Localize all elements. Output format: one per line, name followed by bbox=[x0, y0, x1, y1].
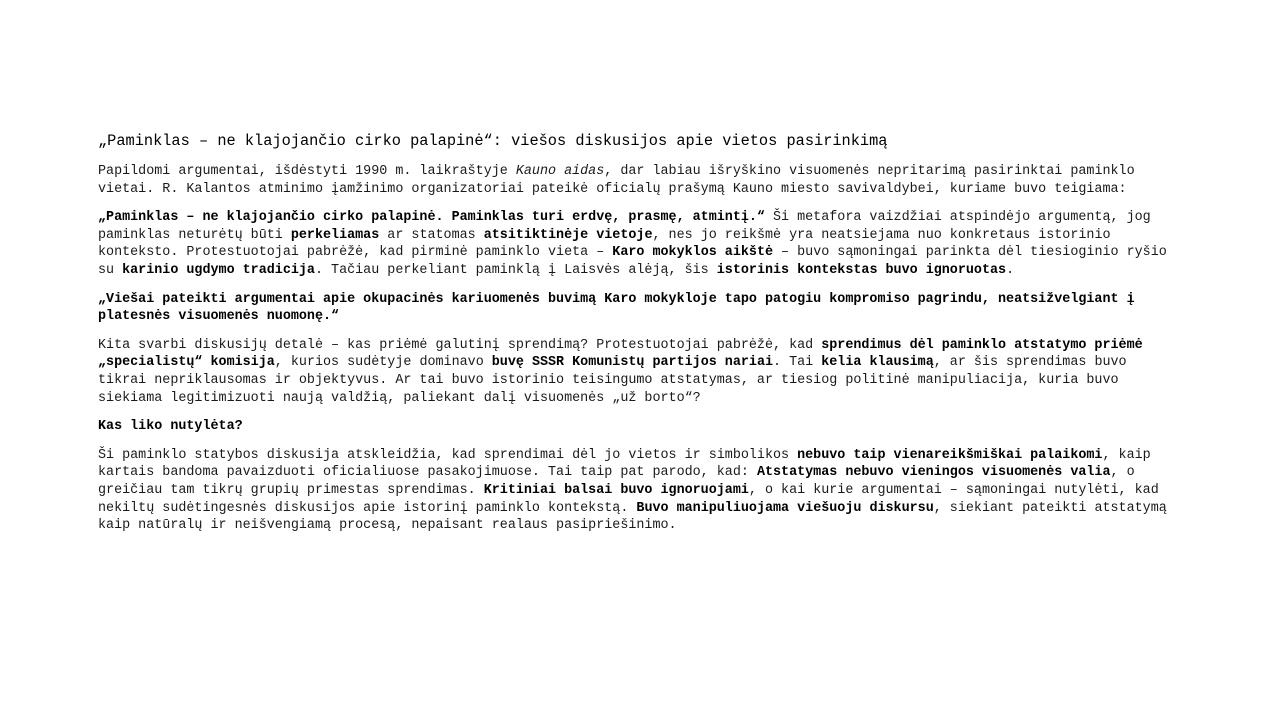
bold-run: karinio ugdymo tradicija bbox=[122, 262, 315, 278]
text-run: , kaip kartais bandoma pavaizduoti oficialiuose pasakojimuose. Tai taip pat parodo, kad: bbox=[98, 447, 1151, 481]
bold-run: sprendimus dėl paminklo atstatymo priėmė „specialistų“ komisija bbox=[98, 337, 1143, 371]
paragraph-intro bbox=[98, 163, 1180, 198]
bold-run: Atstatymas nebuvo vieningos visuomenės valia bbox=[756, 465, 1111, 481]
newspaper-name: Kauno aidas bbox=[515, 164, 605, 179]
paragraph-quote-metaphor bbox=[98, 209, 1180, 279]
quote-bold: „Viešai pateikti argumentai apie okupacinės kariuomenės buvimą Karo mokykloje tapo patogiu kompromiso pagrindu, neatsižvelgiant į platesnės visuomenės nuomonę.“ bbox=[98, 291, 1135, 325]
bold-run: atsitiktinėje vietoje bbox=[483, 227, 653, 243]
text-run: , kurios sudėtyje dominavo bbox=[274, 355, 492, 371]
text-run: – buvo sąmoningai parinkta dėl tiesioginio ryšio su bbox=[98, 245, 1167, 278]
text-run: ar statomas bbox=[379, 227, 484, 243]
paragraph-quote-compromise bbox=[98, 291, 1180, 326]
text-run: , dar labiau išryškino visuomenės nepritarimą pasirinktai paminklo vietai. R. Kalantos atminimo įamžinimo organizatoriai pateikė oficialų prašymą Kauno miesto savivaldybei, kuriame buvo teigiama: bbox=[98, 164, 1135, 197]
text-run: . Tai bbox=[773, 355, 822, 371]
text-run: , ar šis sprendimas buvo tikrai nepriklausomas ir objektyvus. Ar tai buvo istorinio teisingumo atstatymas, ar tiesiog politinė manipuliacija, kuria buvo siekiama legitimizuoti naują valdžią, paliekant dalį visuomenės „už borto“? bbox=[98, 355, 1127, 406]
text-run: Papildomi argumentai, išdėstyti 1990 m. laikraštyje bbox=[98, 164, 516, 179]
text-run: , nes jo reikšmė yra neatsiejama nuo konkretaus istorinio konteksto. Protestuotojai pabrėžė, kad pirminė paminklo vieta – bbox=[98, 227, 1111, 261]
text-run: , o greičiau tam tikrų grupių primestas sprendimas. bbox=[98, 465, 1135, 498]
document-title: „Paminklas – ne klajojančio cirko palapinė“: viešos diskusijos apie vietos pasirinkimą bbox=[98, 132, 888, 150]
section-heading bbox=[98, 418, 1180, 436]
text-run: Ši paminklo statybos diskusija atskleidžia, kad sprendimai dėl jo vietos ir simbolikos bbox=[98, 447, 798, 463]
quote-bold: „Paminklas – ne klajojančio cirko palapinė. Paminklas turi erdvę, prasmę, atmintį.“ bbox=[98, 210, 765, 226]
bold-run: buvę SSSR Komunistų partijos nariai bbox=[491, 355, 774, 371]
text-run: . bbox=[1006, 262, 1015, 278]
bold-run: Buvo manipuliuojama viešuoju diskursu bbox=[636, 500, 934, 516]
bold-run: Kritiniai balsai buvo ignoruojami bbox=[483, 482, 749, 498]
heading-bold: Kas liko nutylėta? bbox=[98, 419, 243, 435]
text-run: , o kai kurie argumentai – sąmoningai nutylėti, kad nekiltų sudėtingesnės diskusijos apie istorinį paminklo kontekstą. bbox=[98, 482, 1159, 516]
bold-run: Karo mokyklos aikštė bbox=[612, 245, 774, 261]
text-run: Kita svarbi diskusijų detalė – kas priėmė galutinį sprendimą? Protestuotojai pabrėžė, kad bbox=[98, 337, 822, 353]
document bbox=[98, 131, 1180, 546]
bold-run: kelia klausimą bbox=[821, 355, 934, 371]
text-run: Ši metafora vaizdžiai atspindėjo argumentą, jog paminklas neturėtų būti bbox=[98, 210, 1151, 243]
text-run: . Tačiau perkeliant paminklą į Laisvės alėją, šis bbox=[314, 262, 717, 278]
text-run: , siekiant pateikti atstatymą kaip natūralų ir neišvengiamą procesą, nepaisant realaus pasipriešinimo. bbox=[98, 500, 1167, 534]
paragraph-decision bbox=[98, 337, 1180, 407]
bold-run: istorinis kontekstas buvo ignoruotas bbox=[716, 262, 1007, 278]
bold-run: nebuvo taip vienareikšmiškai palaikomi bbox=[797, 447, 1103, 463]
bold-run: perkeliamas bbox=[290, 227, 380, 243]
paragraph-conclusion bbox=[98, 447, 1180, 535]
